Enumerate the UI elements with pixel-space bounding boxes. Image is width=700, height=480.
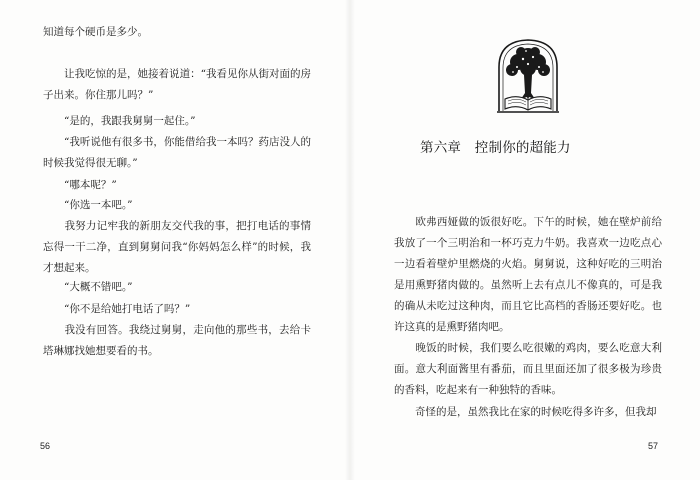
left-paragraph-1: 知道每个硬币是多少。 xyxy=(43,26,148,38)
left-paragraph-9: “你不是给她打电话了吗？” xyxy=(43,303,191,315)
page-number-left: 56 xyxy=(40,441,51,451)
right-paragraph-2: 晚饭的时候，我们要么吃很嫩的鸡肉，要么吃意大利面。意大利面酱里有番茄，而且里面还加了很多极为珍贵的香料，吃起来有一种独特的香味。 xyxy=(394,342,662,396)
page-number-right: 57 xyxy=(648,441,659,451)
left-paragraph-3: “是的，我跟我舅舅一起住。” xyxy=(43,115,196,127)
left-paragraph-4: “我听说他有很多书，你能借给我一本吗？药店没人的时候我觉得很无聊。” xyxy=(43,136,311,169)
left-paragraph-10: 我没有回答。我绕过舅舅，走向他的那些书，去给卡塔琳娜找她想要看的书。 xyxy=(43,324,311,357)
right-paragraph-1: 欧弗西娅做的饭很好吃。下午的时候，她在壁炉前给我放了一个三明治和一杯巧克力牛奶。我喜欢一边吃点心一边看着壁炉里燃烧的火焰。舅舅说，这种好吃的三明治是用熏野猪肉做的。虽然听上去有点儿不像真的，可是我的确从未吃过这种肉，而且它比高档的香肠还要好吃。也许这真的是熏野猪肉吧。 xyxy=(394,216,662,333)
chapter-title: 第六章 控制你的超能力 xyxy=(420,140,571,156)
tree-book-icon xyxy=(493,37,563,117)
left-paragraph-2: 让我吃惊的是，她接着说道：“我看见你从街对面的房子出来。你住那儿吗？” xyxy=(43,68,311,101)
left-paragraph-7: 我努力记牢我的新朋友交代我的事，把打电话的事情忘得一干二净，直到舅舅问我“你妈妈怎么样”的时候，我才想起来。 xyxy=(43,220,311,274)
left-paragraph-5: “哪本呢？” xyxy=(43,179,117,191)
left-paragraph-8: “大概不错吧。” xyxy=(43,281,133,293)
left-paragraph-6: “你选一本吧。” xyxy=(43,199,133,211)
right-paragraph-3: 奇怪的是，虽然我比在家的时候吃得多许多，但我却 xyxy=(394,406,657,418)
